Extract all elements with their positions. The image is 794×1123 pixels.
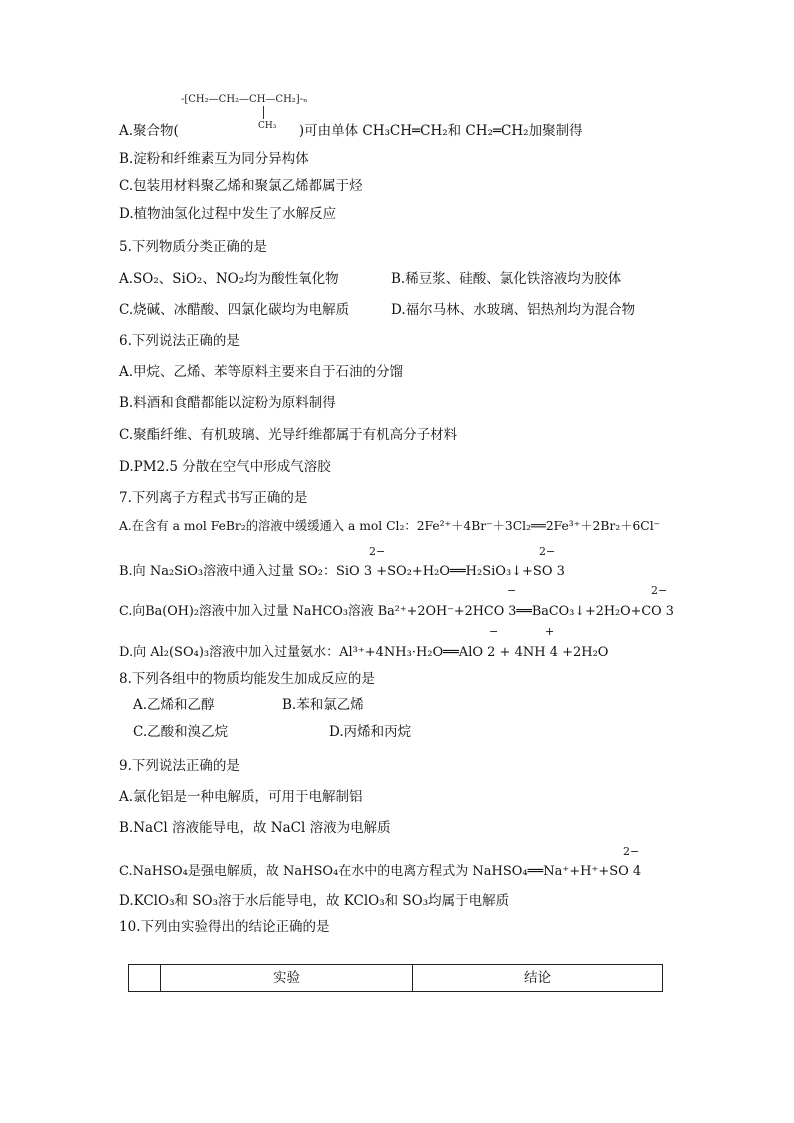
polymer-formula-ch3: CH₃: [258, 121, 277, 131]
experiment-table: [128, 964, 663, 992]
q7-b-charge-2: 2−: [539, 545, 556, 558]
q6-option-a: A.甲烷、乙烯、苯等原料主要来自于石油的分馏: [119, 364, 404, 380]
q8-option-c: C.乙酸和溴乙烷: [133, 724, 229, 740]
q7-b-charge-1: 2−: [369, 545, 386, 558]
q5-stem: 5.下列物质分类正确的是: [119, 239, 267, 255]
polymer-branch-bond: [263, 106, 264, 119]
q5-option-b: B.稀豆浆、硅酸、氯化铁溶液均为胶体: [391, 271, 622, 287]
q6-option-d: D.PM2.5 分散在空气中形成气溶胶: [119, 459, 331, 475]
q9-stem: 9.下列说法正确的是: [119, 758, 240, 774]
q7-c-charge-2: 2−: [651, 584, 668, 597]
q8-option-a: A.乙烯和乙醇: [133, 697, 215, 713]
q7-option-d: D.向 Al₂(SO₄)₃溶液中加入过量氨水：Al³⁺+4NH₃·H₂O══AlO 2 + 4NH 4 +2H₂O: [119, 645, 609, 660]
q7-option-a: A.在含有 a mol FeBr₂的溶液中缓缓通入 a mol Cl₂：2Fe²⁺＋4Br⁻＋3Cl₂══2Fe³⁺＋2Br₂＋6Cl⁻: [119, 519, 661, 533]
q7-stem: 7.下列离子方程式书写正确的是: [119, 490, 308, 506]
q4-option-d: D.植物油氢化过程中发生了水解反应: [119, 206, 337, 222]
q4-option-b: B.淀粉和纤维素互为同分异构体: [119, 151, 309, 167]
table-header-index: [129, 965, 161, 991]
q7-d-charge-1: −: [489, 625, 499, 638]
q9-option-b: B.NaCl 溶液能导电，故 NaCl 溶液为电解质: [119, 820, 391, 836]
q8-stem: 8.下列各组中的物质均能发生加成反应的是: [119, 671, 375, 687]
q7-c-charge-1: −: [507, 584, 517, 597]
q9-c-charge: 2−: [623, 845, 640, 858]
q9-option-c: C.NaHSO₄是强电解质，故 NaHSO₄在水中的电离方程式为 NaHSO₄══Na⁺+H⁺+SO 4: [119, 864, 642, 879]
table-header-experiment: 实验: [161, 965, 413, 991]
q7-option-c: C.向Ba(OH)₂溶液中加入过量 NaHCO₃溶液 Ba²⁺+2OH⁻+2HCO 3══BaCO₃↓+2H₂O+CO 3: [119, 604, 674, 619]
q6-stem: 6.下列说法正确的是: [119, 333, 240, 349]
q5-option-d: D.福尔马林、水玻璃、铝热剂均为混合物: [391, 302, 636, 318]
q4-option-c: C.包装用材料聚乙烯和聚氯乙烯都属于烃: [119, 178, 363, 194]
q6-option-b: B.料酒和食醋都能以淀粉为原料制得: [119, 395, 336, 411]
q7-d-charge-2: +: [545, 625, 555, 638]
q10-stem: 10.下列由实验得出的结论正确的是: [119, 919, 330, 935]
q8-option-d: D.丙烯和丙烷: [329, 724, 412, 740]
q7-option-b: B.向 Na₂SiO₃溶液中通入过量 SO₂：SiO 3 +SO₂+H₂O══H₂SiO₃↓+SO 3: [119, 564, 565, 579]
q5-option-c: C.烧碱、冰醋酸、四氯化碳均为电解质: [119, 302, 350, 318]
q5-option-a: A.SO₂、SiO₂、NO₂均为酸性氧化物: [119, 271, 339, 287]
q8-option-b: B.苯和氯乙烯: [282, 697, 364, 713]
q9-option-a: A.氯化铝是一种电解质，可用于电解制铝: [119, 789, 363, 805]
q4-option-a: A.聚合物( )可由单体 CH₃CH═CH₂和 CH₂═CH₂加聚制得: [119, 123, 583, 139]
q9-option-d: D.KClO₃和 SO₃溶于水后能导电，故 KClO₃和 SO₃均属于电解质: [119, 893, 510, 909]
table-header-conclusion: 结论: [524, 970, 551, 986]
polymer-formula-top: -[CH₂—CH₂—CH—CH₂]-ₙ: [181, 94, 308, 105]
q6-option-c: C.聚酯纤维、有机玻璃、光导纤维都属于有机高分子材料: [119, 427, 458, 443]
